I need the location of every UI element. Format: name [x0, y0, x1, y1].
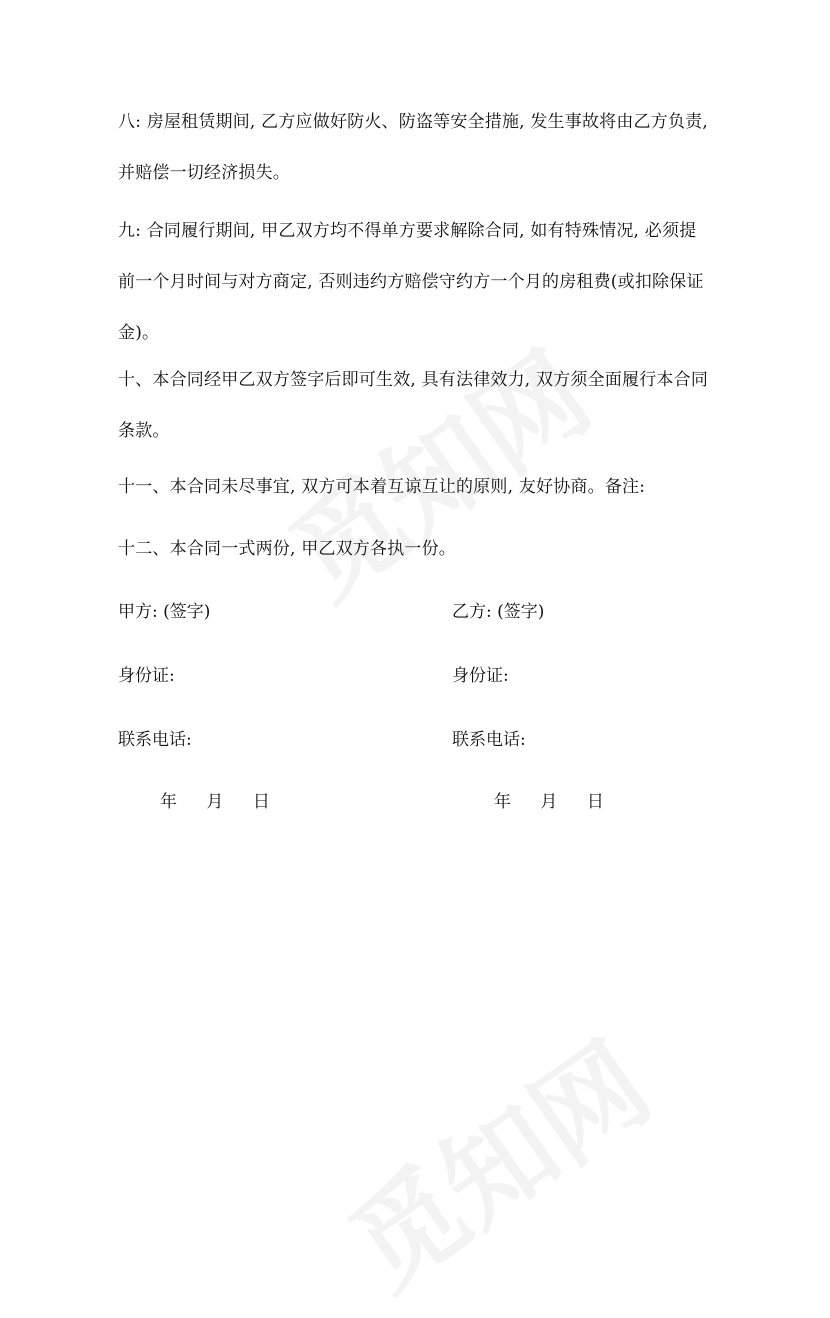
party-b-year-label: 年: [494, 792, 511, 812]
party-b-phone-label: 联系电话:: [452, 730, 526, 750]
watermark-graphic-bottom: [315, 1000, 676, 1318]
party-b-month-label: 月: [540, 792, 558, 812]
party-b-date: [494, 790, 604, 814]
party-a-id-label: 身份证:: [118, 666, 175, 686]
party-b-day-label: 日: [586, 792, 604, 812]
party-a-month-label: 月: [206, 792, 224, 812]
clause-12: 十二、本合同一式两份, 甲乙双方各执一份。: [118, 539, 457, 559]
party-a-signature-label: 甲方: (签字): [118, 602, 211, 622]
party-b-id-label: 身份证:: [452, 666, 509, 686]
clause-8: 八: 房屋租赁期间, 乙方应做好防火、防盗等安全措施, 发生事故将由乙方负责, 并赔偿一切经济损失。: [118, 112, 708, 183]
party-a-year-label: 年: [160, 792, 177, 812]
clause-10: 十、本合同经甲乙双方签字后即可生效, 具有法律效力, 双方须全面履行本合同条款。: [118, 370, 709, 441]
party-a-phone-label: 联系电话:: [118, 730, 192, 750]
party-a-date: [160, 790, 270, 814]
clause-9: 九: 合同履行期间, 甲乙双方均不得单方要求解除合同, 如有特殊情况, 必须提前一个月时间与对方商定, 否则违约方赔偿守约方一个月的房租费(或扣除保证金)。: [118, 221, 704, 343]
clause-11: 十一、本合同未尽事宜, 双方可本着互谅互让的原则, 友好协商。备注:: [118, 477, 646, 497]
party-a-day-label: 日: [252, 792, 270, 812]
party-b-signature-label: 乙方: (签字): [452, 602, 545, 622]
